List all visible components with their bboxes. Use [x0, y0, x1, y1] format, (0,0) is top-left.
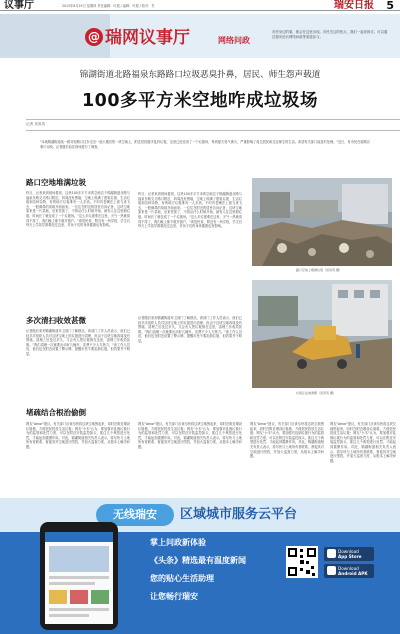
article-column-1c — [26, 408, 130, 417]
article-intro: "本地锦湖街道某一路对面路口往东走至一座大楼后的一块空地上，附近居民随手乱扔垃圾，这里已经变成了一个垃圾场，每到夏天臭气熏天，严重影响了周边居民和过往师生的生活。希望有关部门能及时处理。"近日，有市民在瑞网议事厅反映。记者随后前往现场进行了调查。 — [40, 140, 370, 149]
page-header — [0, 0, 400, 11]
date-line: 2015年6月25日 星期四 责任编辑：叶遐 / 编辑：叶遐 / 校对：朱 — [62, 4, 155, 8]
ad-feature-line: 让您畅行瑞安 — [150, 592, 198, 601]
download-label: Download — [338, 566, 359, 571]
ad-badge: 无线瑞安 — [96, 504, 174, 526]
photo-caption: 路口空地上堆满垃圾（吴凤英 摄） — [296, 268, 342, 272]
newspaper-name: 瑞安日报 — [334, 0, 374, 11]
section-body: 记者随后来到锦湖街道环卫部门了解情况。该部门工作人员表示，他们已经多次组织人员对这块空地上的垃圾进行清理，但由于这块空地四周没有围墙，清理之后没过多久，又会有人把垃圾倒在这里，清理工作收效甚微。"我们清理一次就要出动好几辆车，花费不少人力物力。"该工作人员说，他们也在附近设置了警示牌，提醒市民不要乱倒垃圾，但效果并不明显。 — [138, 316, 242, 343]
store-name: Android APK — [338, 571, 368, 576]
section-name: 议事厅 — [4, 0, 34, 11]
banner-title: 瑞网议事厅 — [105, 28, 190, 48]
divider — [26, 130, 400, 131]
section-body: 网友"Amor"建议，有关部门应该尽快将这块空地围起来，同时在附近增设垃圾箱，方便居民投放生活垃圾；网友"小木"认为，要加强对乱倒垃圾行为的监管和处罚力度，可以在附近安装监控探头，抓住几个典型进行处罚，才能起到震慑作用。对此，锦湖街道相关负责人表示，将尽快与土地所有者联系，督促其对空地进行围挡，并加大巡查力度，从根本上解决问题。 — [26, 422, 130, 449]
section-body: 网友"Amor"建议，有关部门应该尽快将这块空地围起来，同时在附近增设垃圾箱，方便居民投放生活垃圾；网友"小木"认为，要加强对乱倒垃圾行为的监管和处罚力度，可以在附近安装监控探头，抓住几个典型进行处罚，才能起到震慑作用。对此，锦湖街道相关负责人表示，将尽快与土地所有者联系，督促其对空地进行围挡，并加大巡查力度，从根本上解决问题。 — [138, 422, 242, 449]
section-body: 记者随后来到锦湖街道环卫部门了解情况。该部门工作人员表示，他们已经多次组织人员对这块空地上的垃圾进行清理，但由于这块空地四周没有围墙，清理之后没过多久，又会有人把垃圾倒在这里，清理工作收效甚微。"我们清理一次就要出动好几辆车，花费不少人力物力。"该工作人员说，他们也在附近设置了警示牌，提醒市民不要乱倒垃圾，但效果并不明显。 — [26, 329, 130, 356]
section-title: 路口空地堆满垃圾 — [26, 178, 86, 187]
section-body: 昨日，记者来到现场看到，这块100多平方米的空地位于锦湖街道北路与福泉东路交叉路口附近，四周没有围墙，空地上堆满了建筑垃圾、生活垃圾和各种杂物，有的地方垃圾堆有一人多高。不时有苍蝇在上面飞来飞去，一股刺鼻的臭味扑面而来。一位住在附近的居民告诉记者，这块空地原来是一片菜地，后来荒废了，不知从什么时候开始，就有人往这里倒垃圾，时间长了就变成了一个垃圾场。"这么多垃圾堆在这里，天气一热就臭得不得了，我们晚上都不敢开窗户。"该居民说，附近有一所学校，学生们每天上学放学都要经过这里，对孩子们的身体健康也有影响。 — [26, 191, 130, 228]
download-label: Download — [338, 549, 359, 554]
section-body: 网友"Amor"建议，有关部门应该尽快将这块空地围起来，同时在附近增设垃圾箱，方便居民投放生活垃圾；网友"小木"认为，要加强对乱倒垃圾行为的监管和处罚力度，可以在附近安装监控探头，抓住几个典型进行处罚，才能起到震慑作用。对此，锦湖街道相关负责人表示，将尽快与土地所有者联系，督促其对空地进行围挡，并加大巡查力度，从根本上解决问题。 — [250, 422, 324, 459]
byline: 记者 吴凤英 — [26, 122, 46, 126]
ad-feature-line: 您的贴心生活助理 — [150, 574, 214, 583]
divider — [26, 119, 400, 120]
section-body: 网友"Amor"建议，有关部门应该尽快将这块空地围起来，同时在附近增设垃圾箱，方便居民投放生活垃圾；网友"小木"认为，要加强对乱倒垃圾行为的监管和处罚力度，可以在附近安装监控探头，抓住几个典型进行处罚，才能起到震慑作用。对此，锦湖街道相关负责人表示，将尽快与土地所有者联系，督促其对空地进行围挡，并加大巡查力度，从根本上解决问题。 — [330, 422, 396, 463]
article-column-2 — [138, 192, 242, 229]
cleanup-photo — [252, 280, 392, 388]
article-subheadline: 锦湖街道北路福泉东路路口垃圾恶臭扑鼻，居民、师生怨声载道 — [79, 70, 321, 80]
store-name: App Store — [338, 554, 362, 559]
qr-code-icon[interactable] — [286, 546, 318, 578]
article-column-3a — [26, 422, 130, 450]
apple-icon — [327, 549, 336, 558]
ad-feature-line: 《头条》精选最有温度新闻 — [150, 556, 246, 565]
section-title: 堵疏结合根治偷倒 — [26, 408, 86, 417]
article-column-2b — [138, 316, 242, 344]
android-icon — [327, 566, 336, 575]
article-column-1b — [26, 316, 130, 357]
article-column-1 — [26, 178, 130, 228]
app-store-download-button[interactable] — [324, 547, 374, 561]
article-column-3d — [330, 422, 396, 463]
phone-screen — [45, 532, 113, 624]
at-logo-icon: @ — [85, 28, 103, 46]
garbage-site-photo — [252, 178, 392, 266]
section-body: 昨日，记者来到现场看到，这块100多平方米的空地位于锦湖街道北路与福泉东路交叉路口附近，四周没有围墙，空地上堆满了建筑垃圾、生活垃圾和各种杂物，有的地方垃圾堆有一人多高。不时有苍蝇在上面飞来飞去，一股刺鼻的臭味扑面而来。一位住在附近的居民告诉记者，这块空地原来是一片菜地，后来荒废了，不知从什么时候开始，就有人往这里倒垃圾，时间长了就变成了一个垃圾场。"这么多垃圾堆在这里，天气一热就臭得不得了，我们晚上都不敢开窗户。"该居民说，附近有一所学校，学生们每天上学放学都要经过这里，对孩子们的身体健康也有影响。 — [138, 192, 242, 229]
photo-caption: 垃圾正在被清理（吴凤英 摄） — [296, 391, 336, 395]
column-banner — [0, 14, 400, 58]
page-number: 5 — [386, 0, 394, 12]
app-advertisement — [0, 498, 400, 634]
ad-title: 区域城市服务云平台 — [180, 507, 298, 522]
article-column-3c — [250, 422, 324, 459]
banner-subtitle: 网络问政 — [218, 36, 250, 45]
ad-feature-line: 掌上问政新体验 — [150, 538, 206, 547]
section-title: 多次清扫收效甚微 — [26, 316, 86, 325]
android-download-button[interactable] — [324, 564, 374, 578]
article-column-3b — [138, 422, 242, 450]
banner-description: 市民身边的事，都会在这里出现。市民关注的热点，我们一起来探讨。可以通过瑞安论坛网络问政等渠道参与。 — [272, 30, 388, 39]
article-headline: 100多平方米空地咋成垃圾场 — [81, 91, 319, 111]
